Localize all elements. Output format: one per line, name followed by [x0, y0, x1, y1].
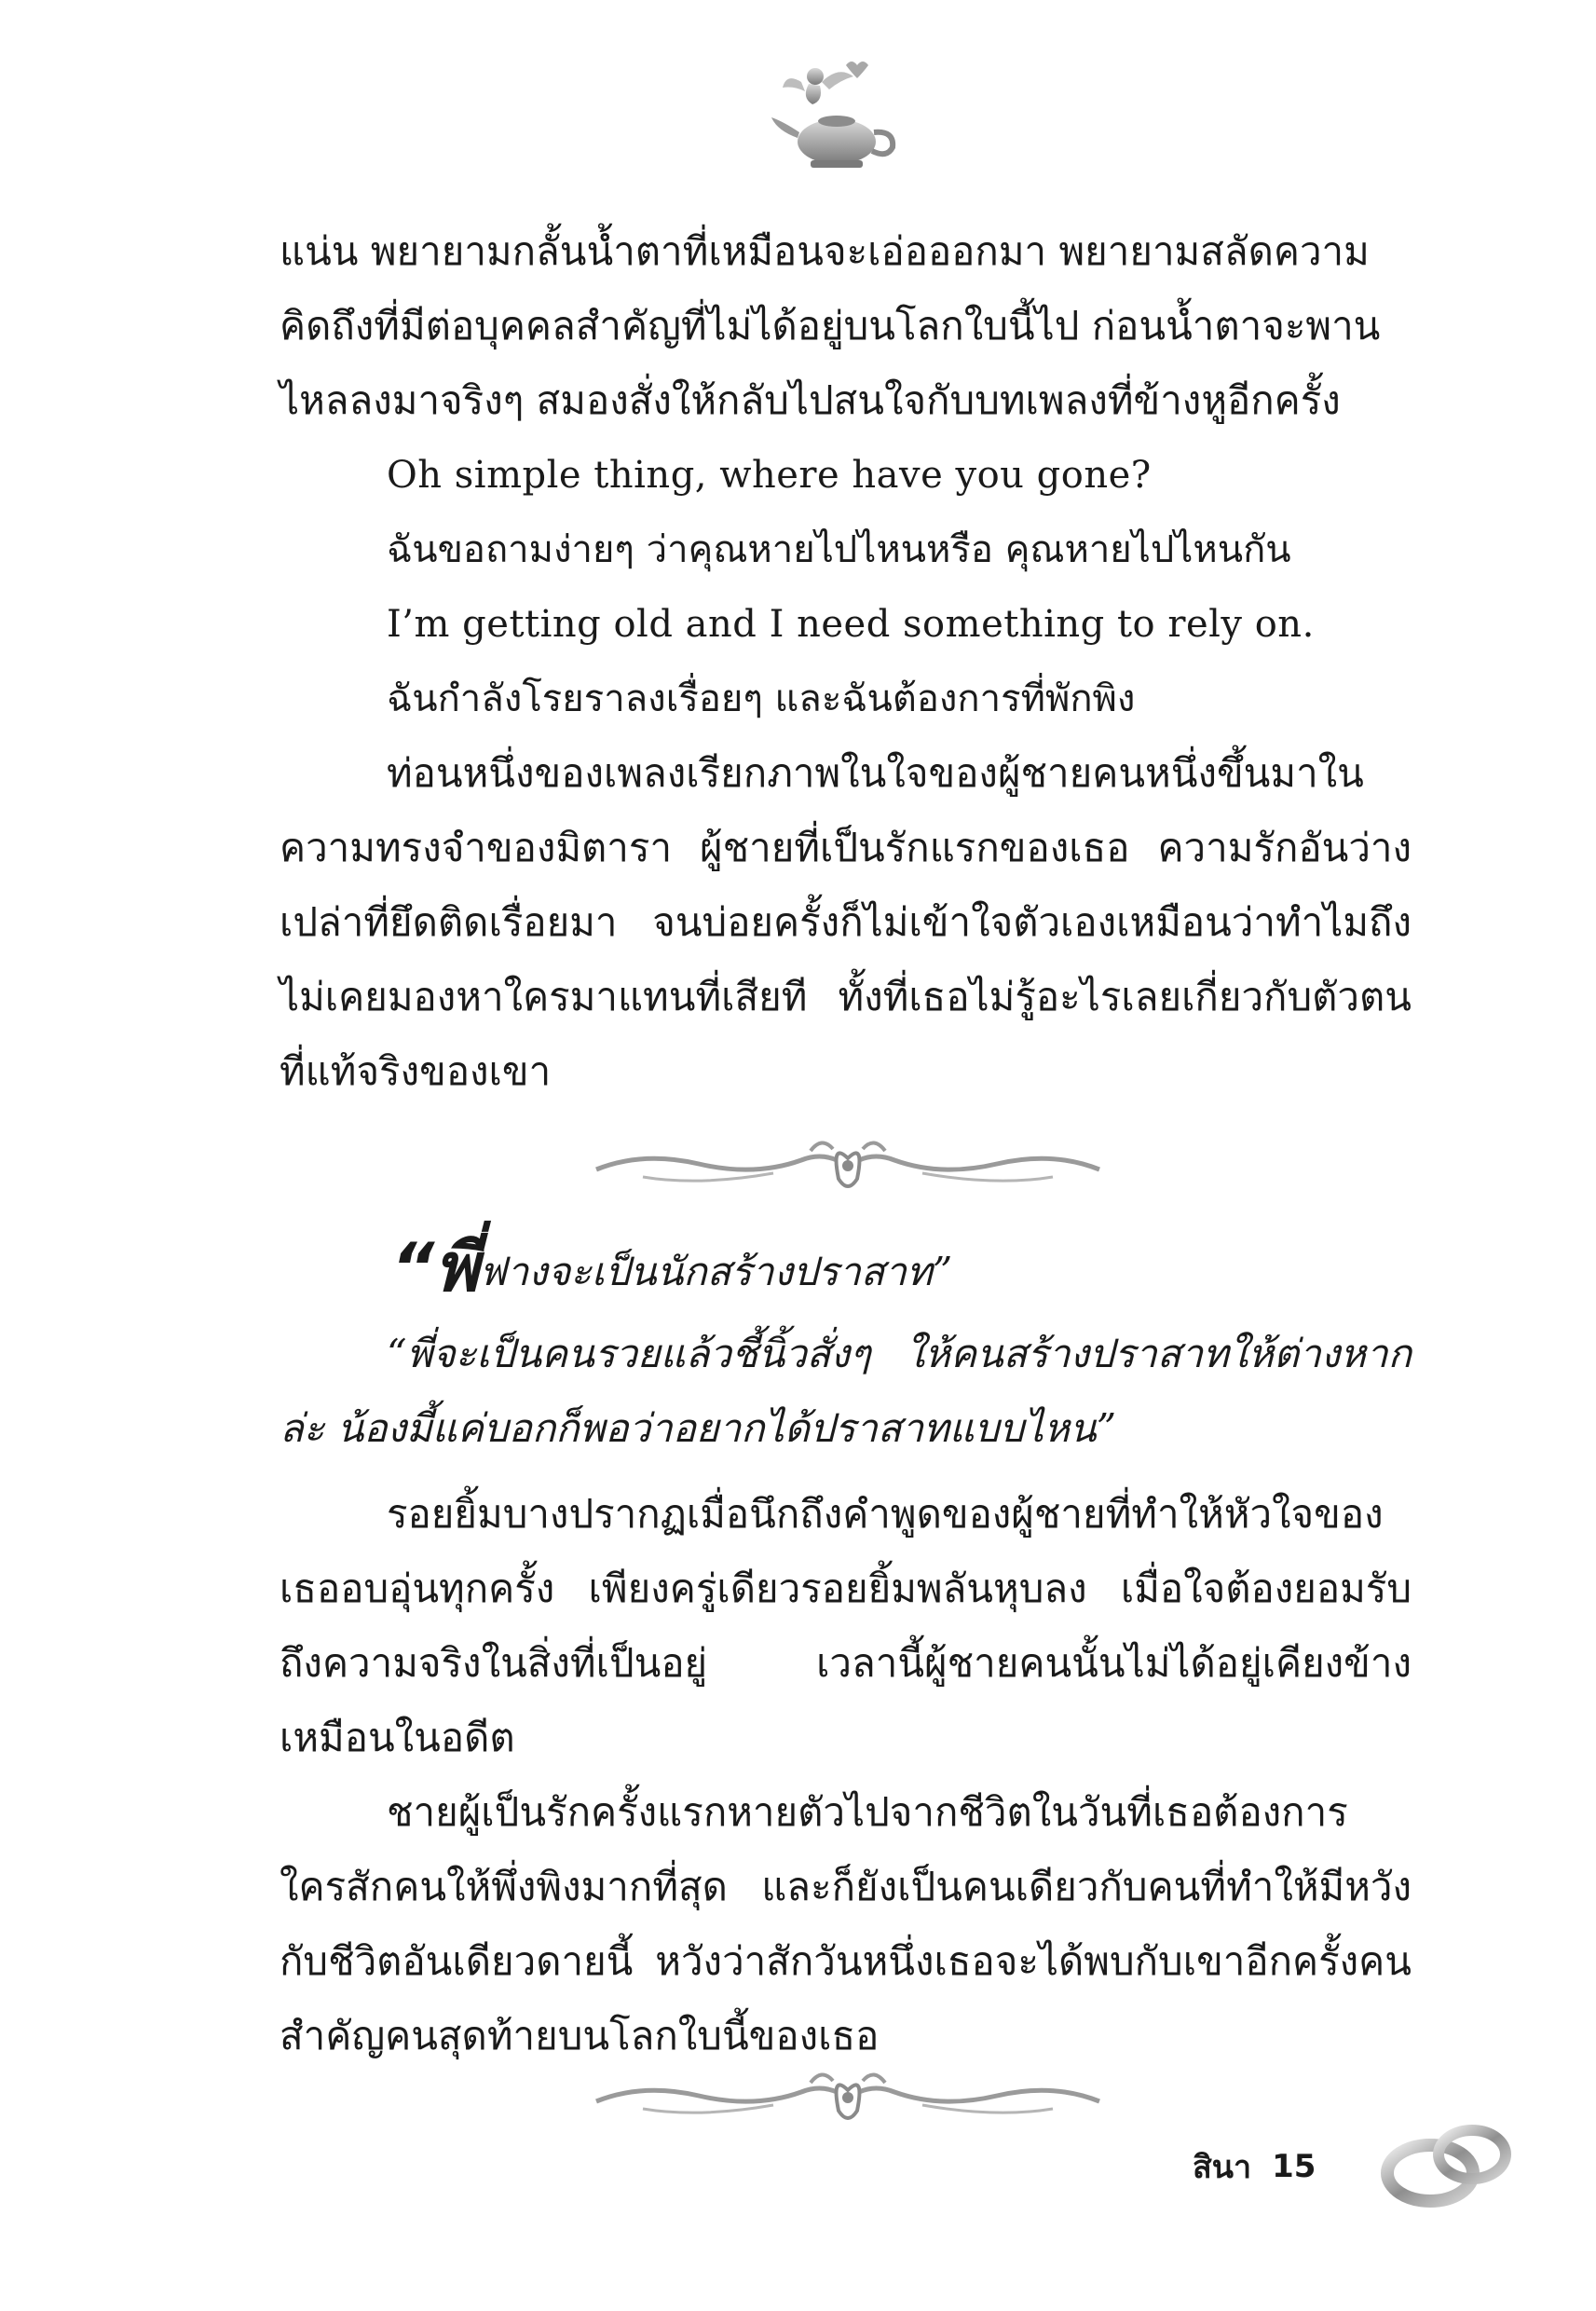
quote-paragraph: “พี่จะเป็นคนรวยแล้วชี้นิ้วสั่งๆ ให้คนสร้างปราสาทให้ต่างหากล่ะ น้องมี้แค่บอกก็พอว่าอยากได้ปราสาทแบบไหน”	[280, 1331, 1412, 1451]
lyric-line-thai: ฉันขอถามง่ายๆ ว่าคุณหายไปไหนหรือ คุณหายไปไหนกัน	[387, 528, 1291, 571]
ornamental-flourish-icon	[587, 1132, 1109, 1197]
paragraph-text: ชายผู้เป็นรักครั้งแรกหายตัวไปจากชีวิตในวันที่เธอต้องการใครสักคนให้พึ่งพิงมากที่สุด และก็ยังเป็นคนเดียวกับคนที่ทำให้มีหวังกับชีวิตอันเดียวดายนี้ หวังว่าสักวันหนึ่งเธอจะได้พบกับเขาอีกครั้งคนสำคัญคนสุดท้ายบนโลกใบนี้ของเธอ	[280, 1789, 1412, 2058]
lyric-line-english: I’m getting old and I need something to rely on.	[387, 603, 1315, 646]
continued-paragraph	[280, 214, 1412, 438]
paragraph-text: ท่อนหนึ่งของเพลงเรียกภาพในใจของผู้ชายคนหนึ่งขึ้นมาในความทรงจำของมิตารา ผู้ชายที่เป็นรักแรกของเธอ ความรักอันว่างเปล่าที่ยึดติดเรื่อยมา จนบ่อยครั้งก็ไม่เข้าใจตัวเองเหมือนว่าทำไมถึงไม่เคยมองหาใครมาแทนที่เสียที ทั้งที่เธอไม่รู้อะไรเลยเกี่ยวกับตัวตนที่แท้จริงของเขา	[280, 750, 1412, 1094]
chapter-quote	[280, 1230, 1412, 1466]
paragraph-3	[280, 1477, 1412, 1775]
book-title: สินา	[1193, 2149, 1252, 2186]
cupid-teapot-icon	[764, 56, 904, 177]
song-lyrics	[280, 438, 1412, 736]
page-footer	[1193, 2139, 1316, 2195]
drop-cap-quote-mark: “	[391, 1228, 435, 1306]
lyric-line-thai: ฉันกำลังโรยราลงเรื่อยๆ และฉันต้องการที่พักพิง	[387, 677, 1136, 720]
paragraph-4	[280, 1775, 1412, 2073]
page-number: 15	[1272, 2148, 1316, 2185]
paragraph-line: แน่น พยายามกลั้นน้ำตาที่เหมือนจะเอ่อออกมา พยายามสลัดความ	[280, 228, 1370, 274]
paragraph-2	[280, 736, 1412, 1109]
paragraph-text: รอยยิ้มบางปรากฏเมื่อนึกถึงคำพูดของผู้ชายที่ทำให้หัวใจของเธออบอุ่นทุกครั้ง เพียงครู่เดียวรอยยิ้มพลันหุบลง เมื่อใจต้องยอมรับถึงความจริงในสิ่งที่เป็นอยู่ เวลานี้ผู้ชายคนนั้นไม่ได้อยู่เคียงข้างเหมือนในอดีต	[280, 1491, 1412, 1760]
paragraph-line: คิดถึงที่มีต่อบุคคลสำคัญที่ไม่ได้อยู่บนโลกใบนี้ไป ก่อนน้ำตาจะพาน	[280, 303, 1381, 349]
paragraph-line: ไหลลงมาจริงๆ สมองสั่งให้กลับไปสนใจกับบทเพลงที่ข้างหูอีกครั้ง	[280, 377, 1341, 423]
quote-rest: ฟางจะเป็นนักสร้างปราสาท”	[478, 1249, 953, 1294]
wedding-rings-icon	[1379, 2115, 1519, 2218]
ornamental-flourish-icon	[587, 2064, 1109, 2129]
quote-line	[280, 1230, 1412, 1309]
lyric-line-english: Oh simple thing, where have you gone?	[387, 454, 1152, 497]
drop-cap: พี่	[434, 1228, 479, 1306]
